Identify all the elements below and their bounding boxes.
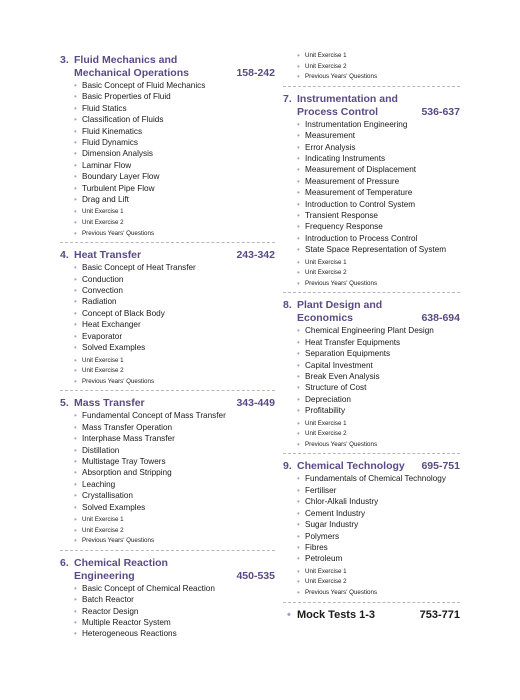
topic-item[interactable]: • Break Even Analysis [297,371,460,382]
mock-tests-label: Mock Tests 1-3 [297,608,376,621]
topic-item[interactable]: • Fundamentals of Chemical Technology [297,473,460,484]
divider [60,242,275,243]
chapter-number: 7. [283,92,292,105]
chapter-heading[interactable] [283,299,460,325]
divider [60,390,275,391]
divider [283,602,460,603]
chapter-pages: 638-694 [421,312,460,325]
topic-item[interactable]: • Measurement [297,130,460,141]
divider [283,453,460,454]
topic-item[interactable]: • Measurement of Displacement [297,164,460,175]
topic-item[interactable]: • Basic Concept of Chemical Reaction [74,583,275,594]
chapter-3 [60,54,275,243]
divider [283,86,460,87]
topic-item[interactable]: • Capital Investment [297,360,460,371]
topic-list [283,325,460,416]
topic-item[interactable]: • Fundamental Concept of Mass Transfer [74,410,275,421]
chapter-5 [60,397,275,550]
chapter-title: Chemical Technology [297,460,405,473]
chapter-heading[interactable] [283,460,460,473]
topic-list [60,410,275,513]
exercise-item[interactable]: • Unit Exercise 1 [74,356,275,367]
topic-item[interactable]: • Frequency Response [297,221,460,232]
topic-item[interactable]: • Evaporator [74,331,275,342]
chapter-pages: 158-242 [236,67,275,79]
chapter-number: 9. [283,460,292,473]
exercise-item[interactable]: • Unit Exercise 2 [297,429,460,440]
exercise-item[interactable]: • Previous Years' Questions [297,588,460,599]
topic-item[interactable]: • Solved Examples [74,502,275,513]
chapter-heading[interactable] [283,93,460,119]
exercise-item[interactable]: • Unit Exercise 2 [297,268,460,279]
topic-item[interactable]: • Introduction to Control System [297,199,460,210]
topic-item[interactable]: • Crystallisation [74,490,275,501]
topic-item[interactable]: • Heterogeneous Reactions [74,628,275,639]
chapter-heading[interactable] [60,397,275,410]
exercise-list [283,258,460,290]
mock-tests-pages: 753-771 [419,608,460,621]
topic-item[interactable]: • Solved Examples [74,342,275,353]
chapter-pages: 695-751 [421,460,460,473]
topic-item[interactable]: • Error Analysis [297,142,460,153]
topic-item[interactable]: • Depreciation [297,394,460,405]
chapter-pages: 536-637 [421,105,460,118]
chapter-title: Instrumentation and [297,92,398,105]
exercise-item[interactable]: • Unit Exercise 2 [297,62,460,73]
chapter-title: Chemical Reaction [74,556,168,569]
exercise-item[interactable]: • Unit Exercise 2 [74,366,275,377]
topic-item[interactable]: • Multistage Tray Towers [74,456,275,467]
topic-item[interactable]: • Absorption and Stripping [74,467,275,478]
exercise-item[interactable]: • Unit Exercise 1 [297,419,460,430]
exercise-item[interactable]: • Unit Exercise 2 [297,577,460,588]
chapter-number: 4. [60,249,69,262]
chapter-8 [283,299,460,454]
topic-list [283,119,460,256]
chapter-4 [60,249,275,391]
chapter-9 [283,460,460,602]
topic-item[interactable]: • Fluid Kinematics [74,126,275,137]
chapter-number: 3. [60,54,69,66]
chapter-heading[interactable] [60,249,275,262]
topic-item[interactable]: • State Space Representation of System [297,244,460,255]
left-column [60,54,275,640]
topic-item[interactable]: • Transient Response [297,210,460,221]
topic-item[interactable]: • Basic Properties of Fluid [74,91,275,102]
topic-item[interactable]: • Concept of Black Body [74,308,275,319]
topic-item[interactable]: • Laminar Flow [74,160,275,171]
chapter-pages: 450-535 [236,569,275,582]
topic-item[interactable]: • Chlor-Alkali Industry [297,496,460,507]
exercise-list [60,515,275,547]
chapter-title: Heat Transfer [74,249,142,262]
chapter-number: 5. [60,397,69,410]
topic-item[interactable]: • Fluid Statics [74,103,275,114]
exercise-item[interactable]: • Previous Years' Questions [74,536,275,547]
topic-item[interactable]: • Heat Exchanger [74,319,275,330]
topic-item[interactable]: • Reactor Design [74,606,275,617]
chapter-number: 8. [283,299,292,312]
exercise-item[interactable]: • Unit Exercise 2 [74,218,275,229]
topic-item[interactable]: • Polymers [297,531,460,542]
exercise-item[interactable]: • Unit Exercise 2 [74,526,275,537]
carryover-exercises [283,51,460,83]
topic-list [283,473,460,564]
topic-list [60,583,275,640]
topic-item[interactable]: • Basic Concept of Heat Transfer [74,262,275,273]
exercise-item[interactable]: • Previous Years' Questions [297,279,460,290]
topic-item[interactable]: • Batch Reactor [74,594,275,605]
exercise-item[interactable]: • Previous Years' Questions [297,440,460,451]
exercise-list [60,356,275,388]
topic-item[interactable]: • Fluid Dynamics [74,137,275,148]
topic-item[interactable]: • Turbulent Pipe Flow [74,183,275,194]
divider [283,292,460,293]
topic-item[interactable]: • Profitability [297,405,460,416]
topic-item[interactable]: • Convection [74,285,275,296]
topic-item[interactable]: • Sugar Industry [297,519,460,530]
chapter-title-cont: Mechanical Operations [74,67,189,79]
topic-item[interactable]: • Radiation [74,296,275,307]
topic-item[interactable]: • Conduction [74,274,275,285]
topic-item[interactable]: • Multiple Reactor System [74,617,275,628]
topic-item[interactable]: • Distillation [74,445,275,456]
topic-item[interactable]: • Introduction to Process Control [297,233,460,244]
topic-item[interactable]: • Chemical Engineering Plant Design [297,325,460,336]
topic-item[interactable]: • Boundary Layer Flow [74,171,275,182]
exercise-list [283,567,460,599]
exercise-item[interactable]: • Previous Years' Questions [297,72,460,83]
topic-item[interactable]: • Fibres [297,542,460,553]
topic-item[interactable]: • Leaching [74,479,275,490]
chapter-title: Plant Design and [297,299,383,312]
exercise-item[interactable]: • Previous Years' Questions [74,377,275,388]
topic-item[interactable]: • Dimension Analysis [74,148,275,159]
topic-item[interactable]: • Fertiliser [297,485,460,496]
chapter-pages: 343-449 [236,397,275,410]
divider [60,550,275,551]
chapter-heading[interactable] [60,54,275,80]
right-column [283,54,460,621]
topic-item[interactable]: • Instrumentation Engineering [297,119,460,130]
chapter-heading[interactable] [60,557,275,583]
topic-item[interactable]: • Structure of Cost [297,382,460,393]
chapter-7 [283,93,460,294]
chapter-title-cont: Engineering [74,569,135,582]
topic-item[interactable]: • Interphase Mass Transfer [74,433,275,444]
chapter-title: Fluid Mechanics and [74,54,178,66]
topic-item[interactable]: • Cement Industry [297,508,460,519]
exercise-item[interactable]: • Unit Exercise 1 [297,258,460,269]
topic-item[interactable]: • Measurement of Temperature [297,187,460,198]
topic-item[interactable]: • Basic Concept of Fluid Mechanics [74,80,275,91]
exercise-list [60,207,275,239]
mock-tests-entry[interactable] [283,609,460,621]
exercise-list [283,419,460,451]
exercise-item[interactable]: • Unit Exercise 1 [297,51,460,62]
topic-list [60,262,275,353]
exercise-item[interactable]: • Previous Years' Questions [74,229,275,240]
exercise-item[interactable]: • Unit Exercise 1 [297,567,460,578]
chapter-title-cont: Process Control [297,105,379,118]
topic-item[interactable]: • Drag and Lift [74,194,275,205]
chapter-6 [60,557,275,640]
chapter-title: Mass Transfer [74,397,145,410]
chapter-number: 6. [60,556,69,569]
topic-item[interactable]: • Measurement of Pressure [297,176,460,187]
topic-item[interactable]: • Indicating Instruments [297,153,460,164]
chapter-title-cont: Economics [297,312,354,325]
chapter-pages: 243-342 [236,249,275,262]
topic-item[interactable]: • Petroleum [297,553,460,564]
topic-item[interactable]: • Heat Transfer Equipments [297,337,460,348]
topic-list [60,80,275,205]
topic-item[interactable]: • Classification of Fluids [74,114,275,125]
exercise-item[interactable]: • Unit Exercise 1 [74,207,275,218]
topic-item[interactable]: • Separation Equipments [297,348,460,359]
topic-item[interactable]: • Mass Transfer Operation [74,422,275,433]
exercise-item[interactable]: • Unit Exercise 1 [74,515,275,526]
